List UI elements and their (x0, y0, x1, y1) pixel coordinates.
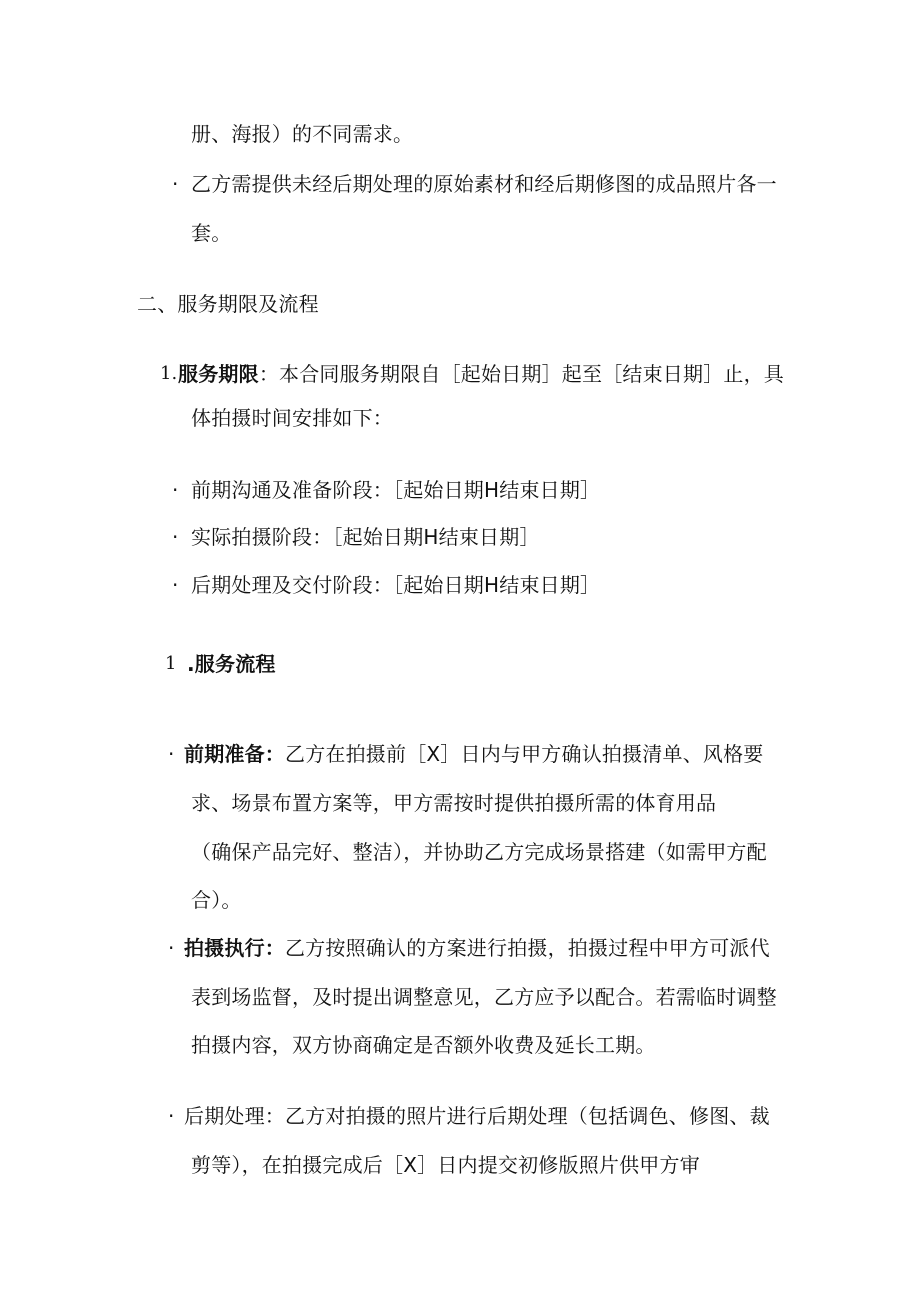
step-title: 前期准备： (184, 742, 285, 766)
step-paragraph (184, 934, 770, 962)
step-text: 乙方在拍摄前［X］日内与甲方确认拍摄清单、风格要 (285, 742, 764, 766)
step-text: 乙方按照确认的方案进行拍摄，拍摄过程中甲方可派代 (285, 936, 770, 960)
section-heading: 二、服务期限及流程 (137, 292, 319, 316)
step-text: 求、场景布置方案等，甲方需按时提供拍摄所需的体育用品 (191, 791, 717, 815)
period-text-line2: 体拍摄时间安排如下： (191, 406, 393, 430)
bullet-dot: · (168, 742, 175, 766)
period-text: ：本合同服务期限自［起始日期］起至［结束日期］止，具 (258, 362, 785, 386)
step-text: 乙方对拍摄的照片进行后期处理（包括调色、修图、裁 (285, 1104, 770, 1128)
intro-item-line: 乙方需提供未经后期处理的原始素材和经后期修图的成品照片各一 (191, 172, 777, 196)
intro-line: 册、海报）的不同需求。 (191, 122, 414, 146)
item-number: 1 (165, 653, 177, 674)
bullet-dot: · (168, 936, 175, 960)
period-paragraph (178, 360, 784, 388)
process-title: .服务流程 (187, 652, 276, 676)
phase-item: 后期处理及交付阶段：［起始日期H结束日期］ (191, 573, 601, 597)
bullet-dot: · (172, 573, 179, 597)
bullet-dot: · (168, 1104, 175, 1128)
bullet-dot: · (172, 525, 179, 549)
bullet-dot: · (172, 172, 179, 196)
step-text: 剪等），在拍摄完成后［X］日内提交初修版照片供甲方审 (191, 1153, 700, 1177)
step-title: 后期处理： (184, 1104, 285, 1128)
step-text: 表到场监督，及时提出调整意见，乙方应予以配合。若需临时调整 (191, 985, 777, 1009)
step-paragraph (184, 740, 764, 768)
intro-item-line: 套。 (191, 221, 232, 245)
step-text: （确保产品完好、整洁），并协助乙方完成场景搭建（如需甲方配 (191, 840, 767, 864)
step-text: 拍摄内容，双方协商确定是否额外收费及延长工期。 (191, 1033, 656, 1057)
phase-item: 实际拍摄阶段：［起始日期H结束日期］ (191, 525, 540, 549)
item-number: 1. (160, 363, 178, 384)
period-title: 服务期限 (178, 362, 259, 386)
phase-item: 前期沟通及准备阶段：［起始日期H结束日期］ (191, 478, 601, 502)
step-text: 合）。 (191, 888, 242, 912)
step-paragraph (184, 1102, 770, 1130)
step-title: 拍摄执行： (184, 936, 285, 960)
bullet-dot: · (172, 478, 179, 502)
